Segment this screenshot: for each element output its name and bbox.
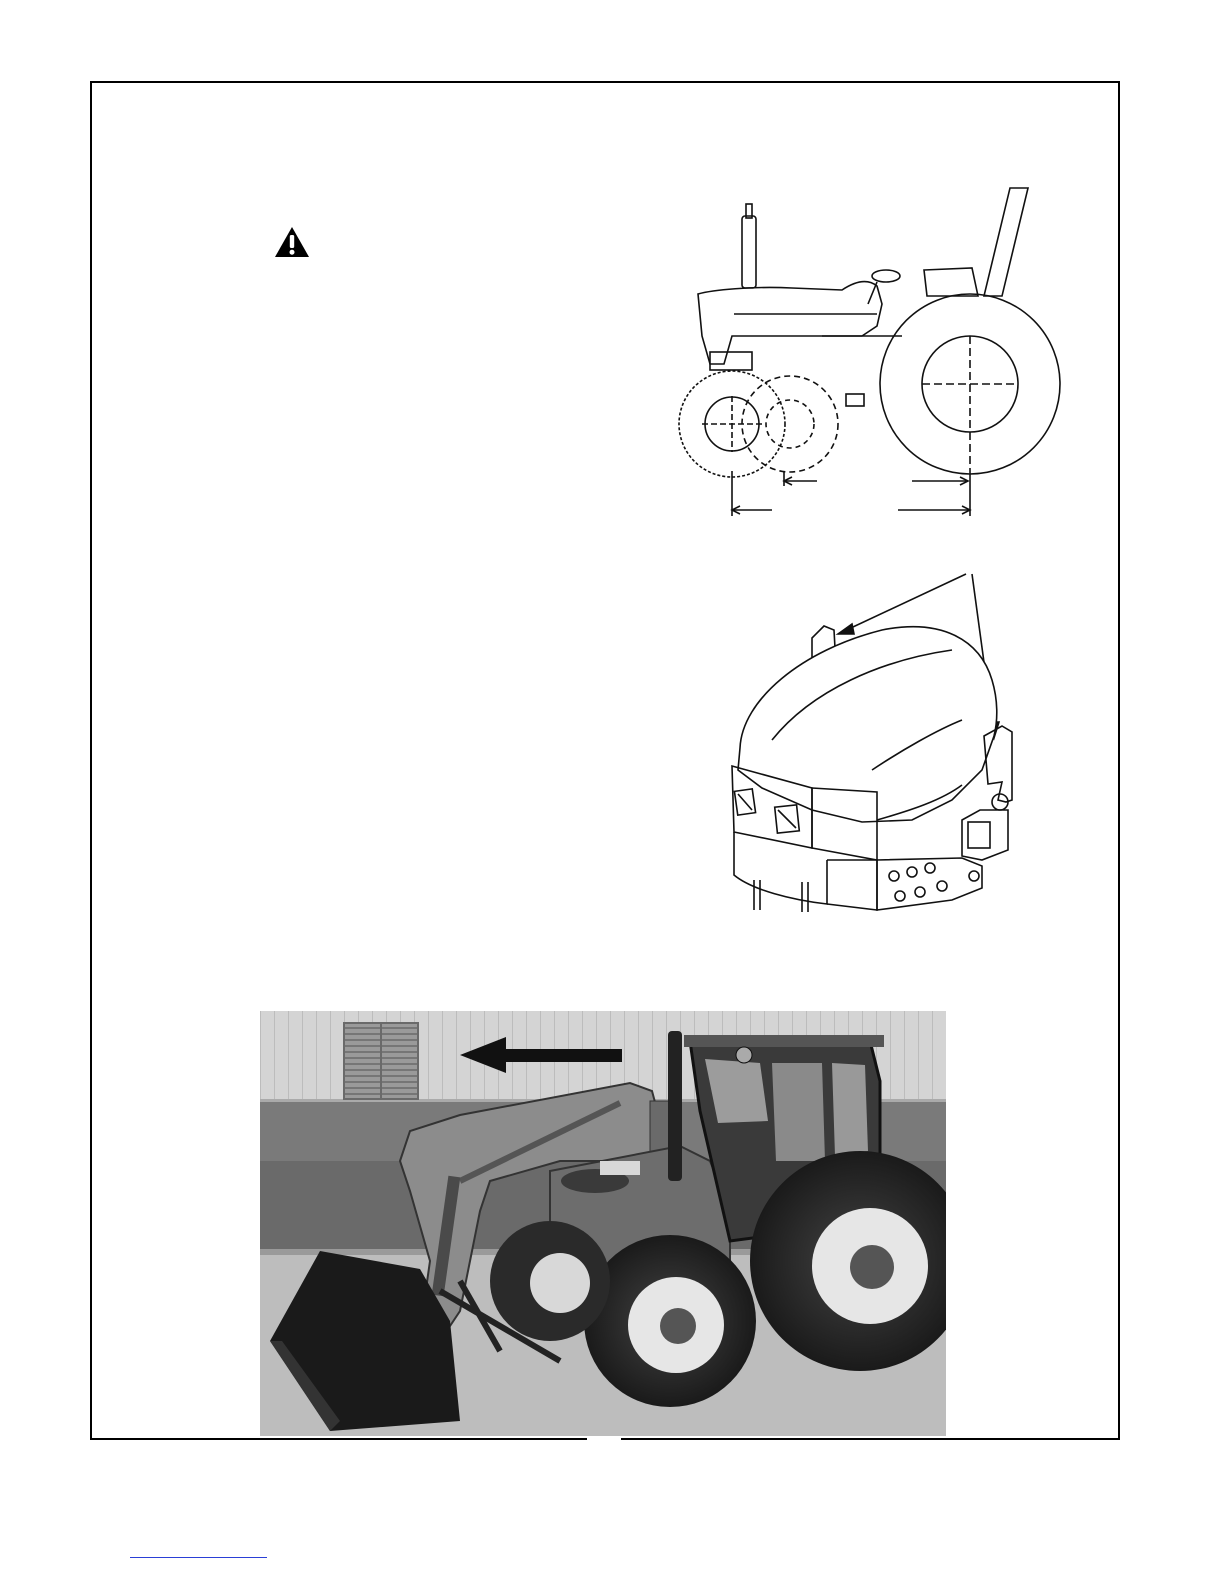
tractor-hood-bracket-drawing — [712, 570, 1102, 940]
footer-link-underline[interactable] — [130, 1557, 267, 1558]
tractor-side-view-drawing — [672, 186, 1072, 516]
warning-triangle-icon — [274, 226, 310, 258]
tractor-front-loader-photo — [260, 1011, 946, 1436]
